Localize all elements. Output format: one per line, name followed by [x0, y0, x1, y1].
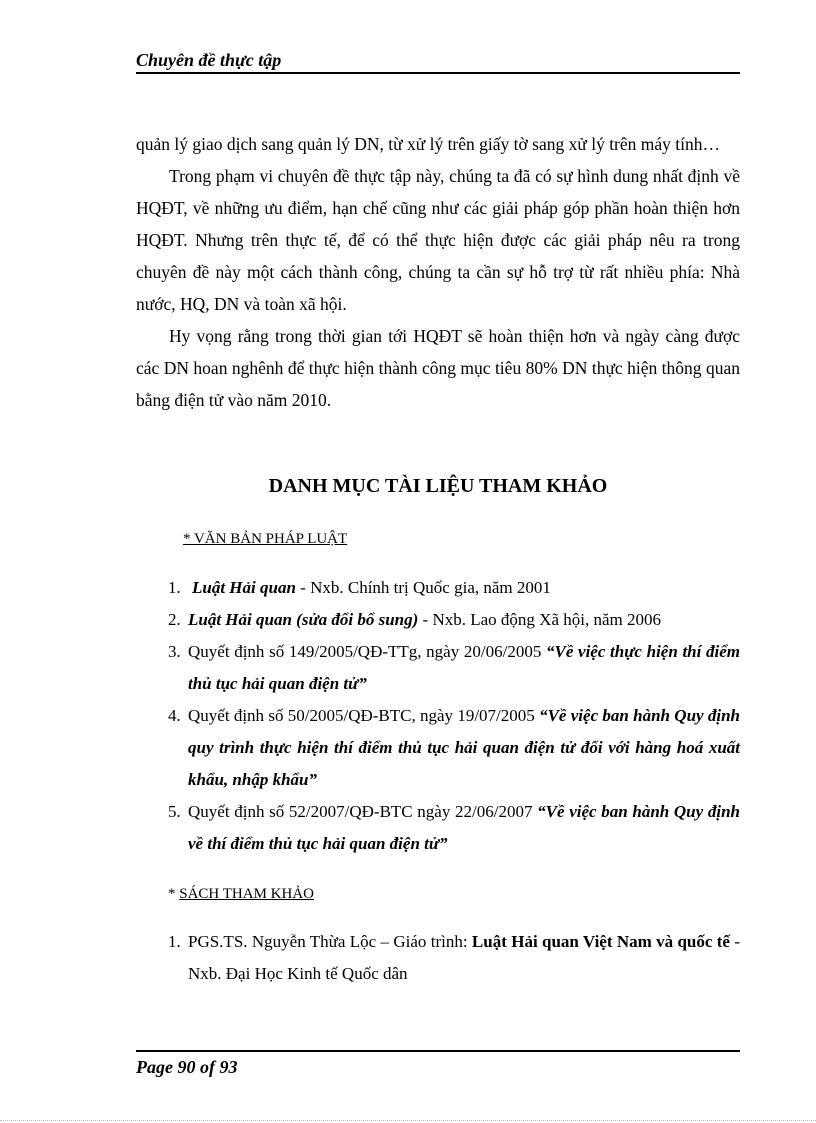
paragraph-continuation: quản lý giao dịch sang quản lý DN, từ xử lý trên giấy tờ sang xử lý trên máy tính… — [136, 134, 721, 154]
item-decision: Quyết định số 50/2005/QĐ-BTC, ngày 19/07/2005 — [188, 706, 540, 725]
books-list — [168, 926, 740, 990]
item-number: 5. — [168, 802, 181, 821]
item-publisher: - Nxb. Lao động Xã hội, năm 2006 — [418, 610, 661, 629]
item-title: Luật Hải quan — [192, 578, 296, 597]
books-label-text: SÁCH THAM KHẢO — [179, 886, 314, 902]
item-title: Luật Hải quan (sửa đổi bổ sung) — [188, 610, 419, 629]
list-item — [168, 572, 740, 604]
books-section-label — [168, 882, 314, 906]
item-number: 1. — [168, 932, 181, 951]
item-decision: Quyết định số 149/2005/QĐ-TTg, ngày 20/06/2005 — [188, 642, 546, 661]
page-header — [136, 48, 740, 74]
list-item — [168, 700, 740, 796]
header-title: Chuyên đề thực tập — [136, 50, 282, 70]
laws-section-label — [183, 527, 347, 551]
list-item — [168, 604, 740, 636]
page-footer — [136, 1050, 740, 1082]
page-number: Page 90 of 93 — [136, 1057, 238, 1077]
page-edge-divider — [0, 1120, 816, 1121]
item-number: 4. — [168, 706, 181, 725]
item-title: Luật Hải quan Việt Nam và quốc tế — [471, 932, 730, 951]
paragraph-scope: Trong phạm vi chuyên đề thực tập này, chúng ta đã có sự hình dung nhất định về HQĐT, về những ưu điểm, hạn chế cũng như các giải pháp góp phần hoàn thiện hơn HQĐT. Nhưng trên thực tế, để có thể thực hiện được các giải pháp nêu ra trong chuyên đề này một cách thành công, chúng ta cần sự hỗ trợ từ rất nhiều phía: Nhà nước, HQ, DN và toàn xã hội. — [136, 166, 740, 314]
item-publisher: - Nxb. Chính trị Quốc gia, năm 2001 — [295, 578, 551, 597]
item-title: “Về việc ban hành Quy định quy trình thực hiện thí điểm thủ tục hải quan điện tử đối với hàng hoá xuất khẩu, nhập khẩu” — [188, 706, 740, 789]
item-number: 2. — [168, 610, 181, 629]
references-title: DANH MỤC TÀI LIỆU THAM KHẢO — [268, 475, 608, 497]
books-label-prefix: * — [168, 886, 180, 902]
item-publisher: - Nxb. Đại Học Kinh tế Quốc dân — [188, 932, 740, 983]
body-text — [136, 128, 740, 416]
item-number: 1. — [168, 578, 181, 597]
list-item — [168, 926, 740, 990]
paragraph-hope: Hy vọng rằng trong thời gian tới HQĐT sẽ hoàn thiện hơn và ngày càng được các DN hoan nghênh để thực hiện thành công mục tiêu 80% DN thực hiện thông quan bằng điện tử vào năm 2010. — [136, 326, 740, 410]
list-item — [168, 796, 740, 860]
item-title: “Về việc thực hiện thí điểm thủ tục hải quan điện tử” — [188, 642, 740, 693]
item-decision: Quyết định số 52/2007/QĐ-BTC ngày 22/06/2007 — [188, 802, 538, 821]
item-title: “Về việc ban hành Quy định về thí điểm thủ tục hải quan điện tử” — [188, 802, 740, 853]
laws-label-text: * VĂN BẢN PHÁP LUẬT — [183, 531, 348, 547]
item-number: 3. — [168, 642, 181, 661]
list-item — [168, 636, 740, 700]
item-author: PGS.TS. Nguyễn Thừa Lộc – Giáo trình: — [188, 932, 472, 951]
laws-list — [168, 572, 740, 860]
